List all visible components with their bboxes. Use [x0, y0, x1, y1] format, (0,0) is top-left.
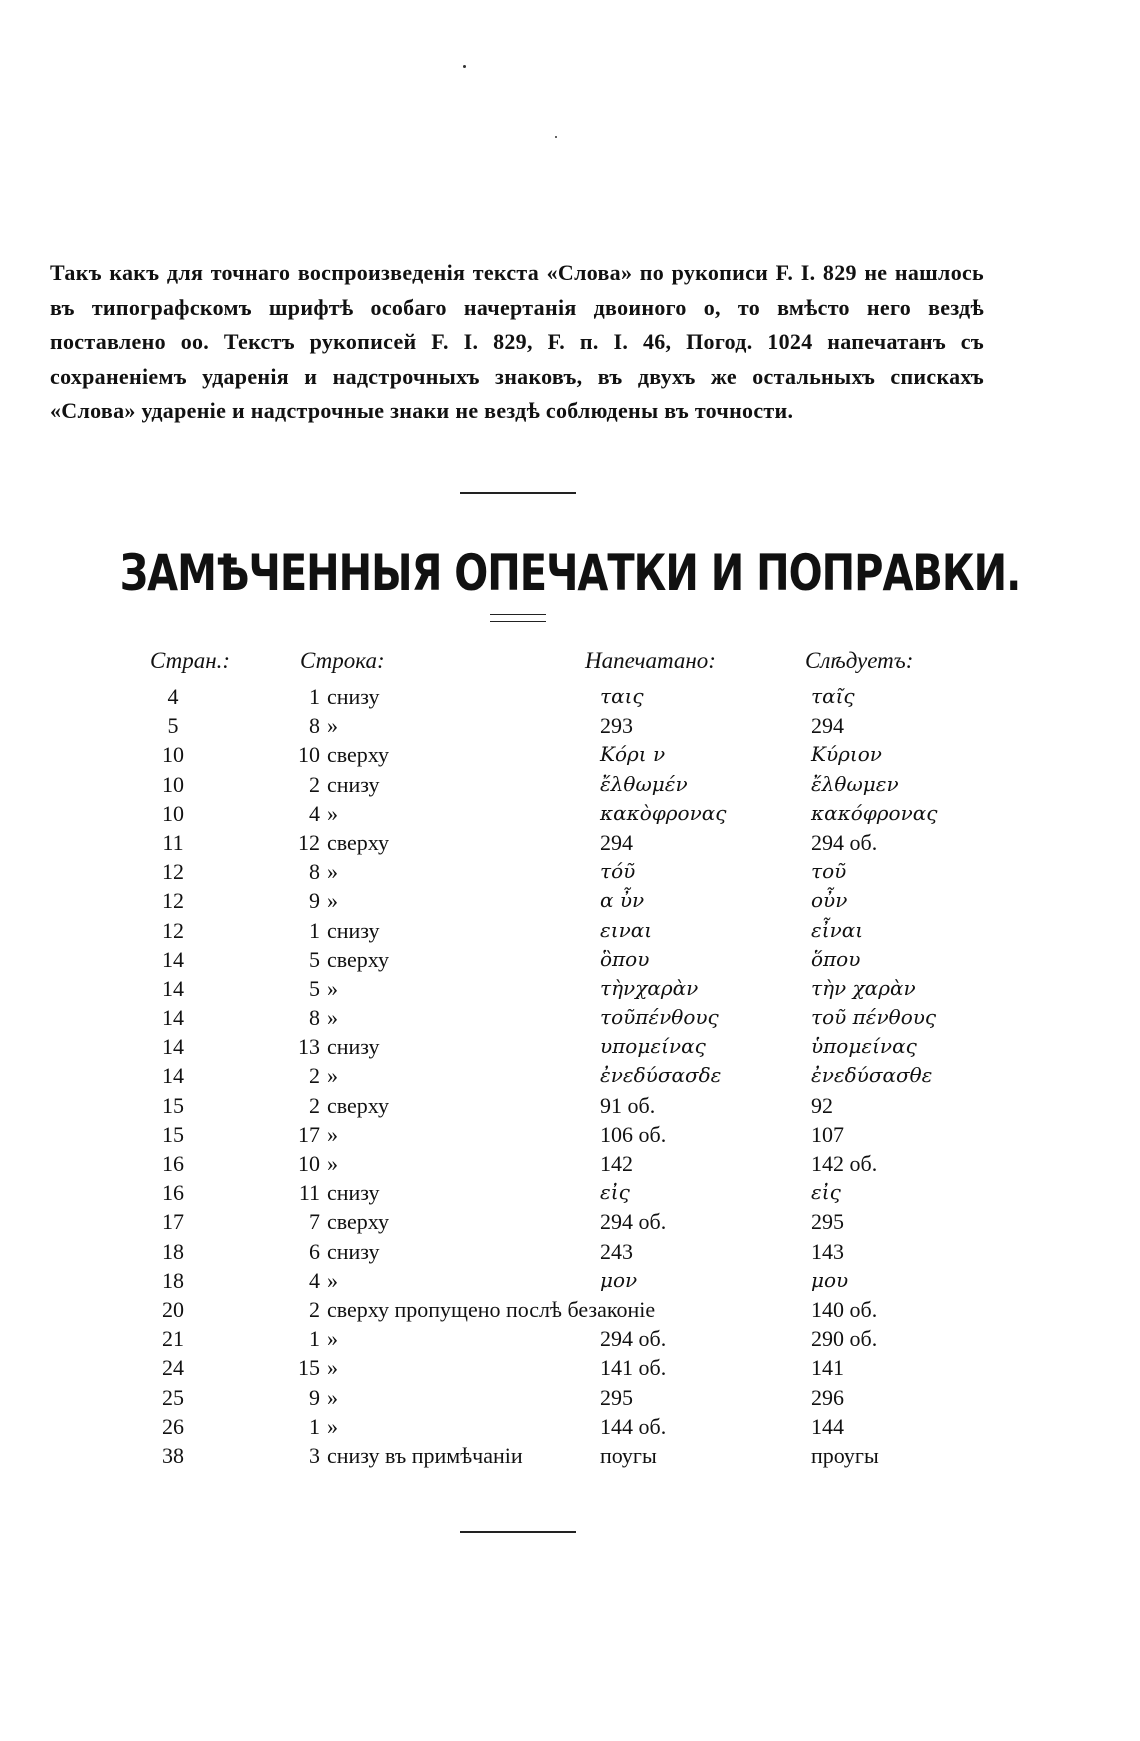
- cell-printed: 295: [600, 1384, 633, 1410]
- cell-line: 2: [309, 1092, 320, 1118]
- table-row: [0, 1414, 1140, 1443]
- table-row: [0, 742, 1140, 771]
- cell-printed: τοῦπένθους: [600, 1005, 719, 1030]
- cell-line: 9: [309, 1384, 320, 1410]
- cell-line: 1: [309, 684, 320, 709]
- cell-page: 14: [162, 975, 184, 1001]
- cell-correct: κακόφρονας: [811, 800, 938, 825]
- table-row: [0, 1297, 1140, 1326]
- cell-line: 3: [309, 1442, 320, 1468]
- cell-correct: Κύριον: [811, 742, 882, 767]
- cell-page: 20: [162, 1296, 184, 1322]
- header-printed: Напечатано:: [585, 648, 716, 673]
- table-row: [0, 772, 1140, 801]
- table-row: [0, 1151, 1140, 1180]
- cell-page: 15: [162, 1121, 184, 1147]
- errata-table: [0, 684, 1140, 1472]
- cell-line: 2: [309, 771, 320, 797]
- cell-printed: α ὖν: [600, 888, 645, 913]
- cell-line: 4: [309, 800, 320, 826]
- cell-line: 5: [309, 975, 320, 1001]
- cell-line: 8: [309, 713, 320, 739]
- table-row: [0, 1209, 1140, 1238]
- page-speck: [555, 136, 557, 138]
- cell-page: 38: [162, 1442, 184, 1468]
- cell-correct: 92: [811, 1092, 833, 1118]
- cell-page: 11: [162, 829, 184, 855]
- cell-correct: 142 об.: [811, 1151, 878, 1176]
- cell-pos: »: [327, 1413, 338, 1439]
- cell-line: 1: [309, 917, 320, 943]
- table-row: [0, 1355, 1140, 1384]
- cell-page: 18: [162, 1238, 184, 1264]
- cell-correct: проугы: [811, 1442, 879, 1468]
- cell-correct: ταῖς: [811, 684, 855, 708]
- table-row: [0, 684, 1140, 713]
- cell-pos: »: [327, 1005, 338, 1031]
- cell-line: 10: [298, 742, 320, 768]
- cell-printed: 293: [600, 713, 633, 739]
- table-row: [0, 801, 1140, 830]
- cell-printed: ειναι: [600, 917, 653, 942]
- cell-page: 16: [162, 1151, 184, 1176]
- cell-printed: 141 об.: [600, 1355, 667, 1381]
- cell-page: 10: [162, 800, 184, 826]
- cell-printed: Κόρι ν: [600, 742, 666, 767]
- table-row: [0, 1239, 1140, 1268]
- table-row: [0, 1443, 1140, 1472]
- cell-correct: 295: [811, 1209, 844, 1235]
- cell-pos: »: [327, 888, 338, 914]
- table-row: [0, 1268, 1140, 1297]
- header-page: Стран.:: [150, 648, 231, 673]
- cell-line: 7: [309, 1209, 320, 1235]
- cell-line: 6: [309, 1238, 320, 1264]
- cell-printed: τόῦ: [600, 859, 636, 884]
- cell-correct: οὖν: [811, 888, 848, 913]
- cell-printed: 91 об.: [600, 1092, 656, 1118]
- cell-correct: τοῦ πένθους: [811, 1005, 937, 1030]
- cell-page: 14: [162, 946, 184, 972]
- cell-pos: сверху: [327, 829, 389, 855]
- cell-line: 1: [309, 1413, 320, 1439]
- cell-pos: »: [327, 859, 338, 885]
- cell-pos: »: [327, 1151, 338, 1176]
- cell-printed: 106 об.: [600, 1121, 667, 1147]
- cell-line: 8: [309, 859, 320, 885]
- cell-line: 1: [309, 1326, 320, 1352]
- cell-correct: 143: [811, 1238, 844, 1264]
- cell-printed: 294 об.: [600, 1326, 667, 1352]
- cell-pos: снизу: [327, 684, 380, 709]
- intro-paragraph: Такъ какъ для точнаго воспроизведенія текста «Слова» по рукописи F. I. 829 не нашлось въ типографскомъ шрифтѣ особаго начертанія двоиного о, то вмѣсто него вездѣ поставлено оо. Текстъ рукописей F. I. 829, F. п. I. 46, Погод. 1024 напечатанъ съ сохраненіемъ ударенія и надстрочныхъ знаковъ, въ двухъ же остальныхъ спискахъ «Слова» удареніе и надстрочные знаки не вездѣ соблюдены въ точности.: [50, 260, 984, 423]
- cell-pos: сверху: [327, 1092, 389, 1118]
- cell-printed: 294: [600, 829, 633, 855]
- table-row: [0, 1063, 1140, 1092]
- cell-printed: εἰς: [600, 1180, 630, 1205]
- cell-pos: снизу: [327, 1238, 380, 1264]
- table-row: [0, 859, 1140, 888]
- cell-pos: »: [327, 1121, 338, 1147]
- cell-correct: 296: [811, 1384, 844, 1410]
- cell-correct: 140 об.: [811, 1296, 878, 1322]
- table-row: [0, 1122, 1140, 1151]
- cell-line: 2: [309, 1296, 320, 1322]
- cell-pos: снизу: [327, 771, 380, 797]
- errata-title: ЗАМѢЧЕННЫЯ ОПЕЧАТКИ И ПОПРАВКИ.: [119, 545, 1021, 603]
- cell-correct: μου: [811, 1267, 849, 1292]
- cell-line: 4: [309, 1267, 320, 1293]
- cell-printed: μον: [600, 1267, 638, 1292]
- cell-printed: υπομείνας: [600, 1034, 706, 1059]
- cell-printed: ἐνεδύσασδε: [600, 1063, 722, 1088]
- cell-correct: 144: [811, 1413, 844, 1439]
- cell-pos: снизу въ примѣчаніи: [327, 1442, 523, 1468]
- cell-printed: ἔλθωμέν: [600, 771, 688, 796]
- cell-pos: снизу: [327, 1034, 380, 1060]
- table-row: [0, 713, 1140, 742]
- cell-page: 16: [162, 1180, 184, 1206]
- cell-page: 25: [162, 1384, 184, 1410]
- title-double-rule: [490, 614, 546, 622]
- cell-pos: сверху пропущено послѣ безаконіе: [327, 1296, 656, 1322]
- page-speck: [463, 65, 466, 68]
- cell-page: 12: [162, 917, 184, 943]
- cell-page: 10: [162, 742, 184, 768]
- cell-printed: 142: [600, 1151, 633, 1176]
- cell-correct: 107: [811, 1121, 844, 1147]
- cell-page: 12: [162, 859, 184, 885]
- table-row: [0, 830, 1140, 859]
- cell-correct: ὑπομείνας: [811, 1034, 917, 1059]
- cell-pos: »: [327, 1355, 338, 1381]
- table-row: [0, 1034, 1140, 1063]
- cell-pos: снизу: [327, 1180, 380, 1206]
- cell-printed: ὃπου: [600, 946, 650, 971]
- cell-page: 12: [162, 888, 184, 914]
- cell-correct: 290 об.: [811, 1326, 878, 1352]
- cell-pos: »: [327, 1326, 338, 1352]
- table-row: [0, 1180, 1140, 1209]
- table-row: [0, 1385, 1140, 1414]
- cell-pos: »: [327, 1384, 338, 1410]
- cell-correct: τοῦ: [811, 859, 847, 884]
- cell-page: 26: [162, 1413, 184, 1439]
- table-row: [0, 947, 1140, 976]
- cell-printed: κακὸφρονας: [600, 800, 727, 825]
- cell-correct: ἔλθωμεν: [811, 771, 899, 796]
- cell-pos: сверху: [327, 1209, 389, 1235]
- header-line: Строка:: [300, 648, 385, 673]
- table-row: [0, 918, 1140, 947]
- table-row: [0, 1005, 1140, 1034]
- cell-correct: ὅπου: [811, 946, 861, 971]
- bottom-rule: [460, 1531, 576, 1533]
- cell-printed: 294 об.: [600, 1209, 667, 1235]
- cell-line: 12: [298, 829, 320, 855]
- cell-line: 10: [298, 1151, 320, 1176]
- cell-printed: 243: [600, 1238, 633, 1264]
- cell-line: 2: [309, 1063, 320, 1089]
- cell-correct: εἶναι: [811, 917, 864, 942]
- cell-page: 21: [162, 1326, 184, 1352]
- cell-printed: 144 об.: [600, 1413, 667, 1439]
- cell-pos: »: [327, 713, 338, 739]
- cell-page: 14: [162, 1034, 184, 1060]
- cell-page: 18: [162, 1267, 184, 1293]
- cell-page: 10: [162, 771, 184, 797]
- cell-line: 13: [298, 1034, 320, 1060]
- cell-pos: снизу: [327, 917, 380, 943]
- cell-page: 15: [162, 1092, 184, 1118]
- cell-page: 17: [162, 1209, 184, 1235]
- cell-line: 17: [298, 1121, 320, 1147]
- cell-correct: τὴν χαρὰν: [811, 975, 916, 1000]
- table-row: [0, 976, 1140, 1005]
- cell-pos: »: [327, 975, 338, 1001]
- cell-page: 14: [162, 1005, 184, 1031]
- cell-pos: сверху: [327, 946, 389, 972]
- cell-page: 24: [162, 1355, 184, 1381]
- cell-page: 14: [162, 1063, 184, 1089]
- table-row: [0, 888, 1140, 917]
- cell-line: 11: [298, 1180, 320, 1206]
- cell-line: 15: [298, 1355, 320, 1381]
- cell-line: 9: [309, 888, 320, 914]
- cell-correct: ἐνεδύσασθε: [811, 1063, 933, 1088]
- cell-correct: 141: [811, 1355, 844, 1381]
- cell-page: 4: [167, 684, 179, 709]
- table-row: [0, 1326, 1140, 1355]
- cell-pos: »: [327, 800, 338, 826]
- cell-printed: τὴνχαρὰν: [600, 975, 699, 1000]
- cell-correct: 294 об.: [811, 829, 878, 855]
- header-correct: Слѣдуетъ:: [805, 648, 914, 673]
- cell-correct: εἰς: [811, 1180, 841, 1205]
- cell-correct: 294: [811, 713, 844, 739]
- cell-pos: »: [327, 1063, 338, 1089]
- separator-rule: [460, 492, 576, 494]
- cell-page: 5: [167, 713, 179, 739]
- cell-printed: поугы: [600, 1442, 657, 1468]
- cell-pos: сверху: [327, 742, 389, 768]
- cell-line: 5: [309, 946, 320, 972]
- cell-line: 8: [309, 1005, 320, 1031]
- cell-pos: »: [327, 1267, 338, 1293]
- table-row: [0, 1093, 1140, 1122]
- cell-printed: ταις: [600, 684, 644, 708]
